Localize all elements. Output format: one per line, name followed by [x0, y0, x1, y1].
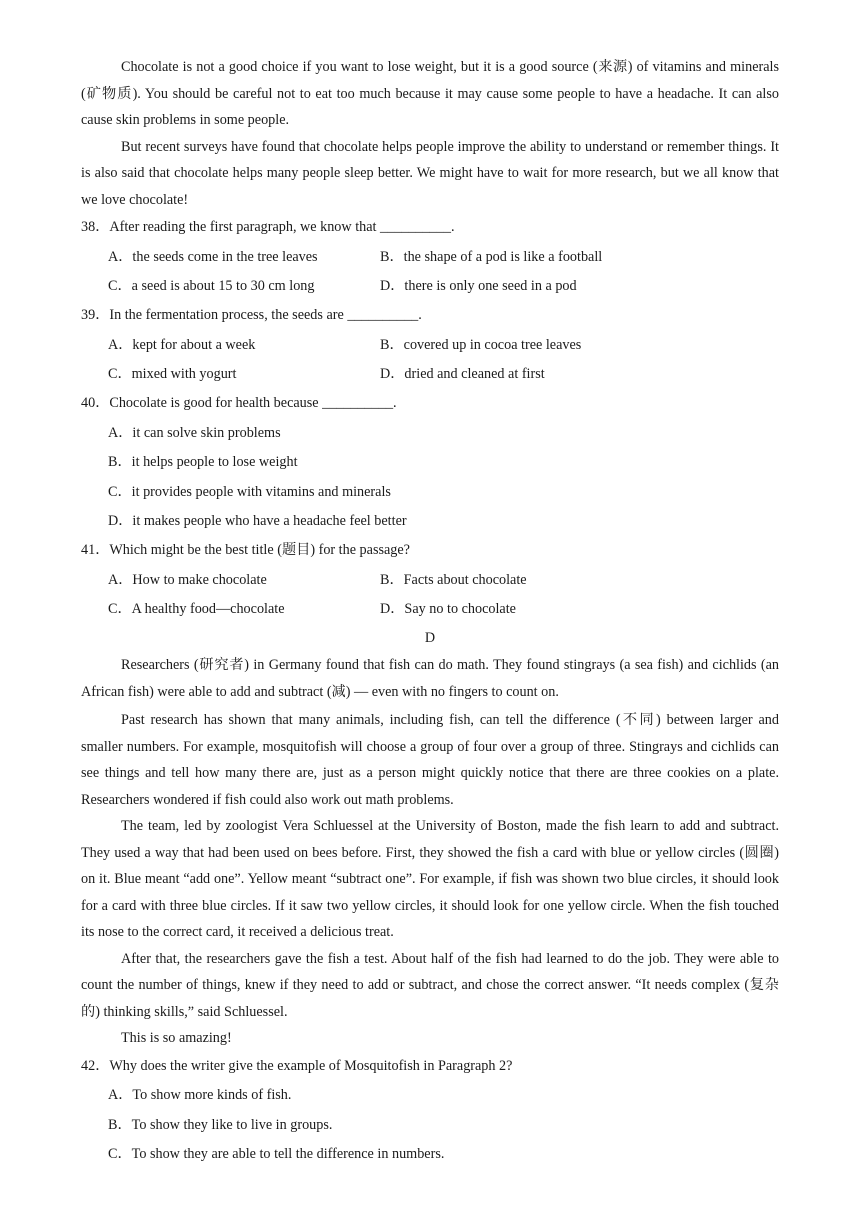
section-d-heading: D: [424, 630, 436, 646]
exam-page: [81, 54, 779, 1169]
question-41-options-row-2: [108, 595, 779, 625]
passage-d-paragraph-2: Past research has shown that many animals, including fish, can tell the difference (不同) between larger and smaller numbers. For example, mosquitofish will choose a group of four over a group of three. Stingrays and cichlids can see things and tell how many there are, just as a person might quickly notice that there are three cookies on a plate. Researchers wondered if fish could also work out math problems.: [81, 712, 779, 808]
question-39-options-row-1: [108, 330, 779, 360]
option-d[interactable]: D．it makes people who have a headache feel better: [108, 513, 407, 529]
option-d[interactable]: D．Say no to chocolate: [380, 601, 516, 617]
passage-d-paragraph-4: After that, the researchers gave the fish a test. About half of the fish had learned to do the job. They were able to count the number of things, knew if they need to add or subtract, and chose the correct answer. “It needs complex (复杂的) thinking skills,” said Schluessel.: [81, 950, 779, 1020]
passage-d-paragraph-5: This is so amazing!: [121, 1030, 232, 1046]
question-42-stem: 42．Why does the writer give the example of Mosquitofish in Paragraph 2?: [81, 1057, 513, 1074]
option-c[interactable]: C．A healthy food—chocolate: [108, 601, 285, 617]
question-40-stem: 40．Chocolate is good for health because __________.: [81, 395, 397, 412]
option-b[interactable]: B．Facts about chocolate: [380, 571, 527, 588]
option-b[interactable]: B．covered up in cocoa tree leaves: [380, 336, 582, 353]
passage-d-paragraph-3: The team, led by zoologist Vera Schluessel at the University of Boston, made the fish learn to add and subtract. They used a way that had been used on bees before. First, they showed the fish a card with blue or yellow circles (圆圈) on it. Blue meant “add one”. Yellow meant “subtract one”. For example, if fish was shown two blue circles, it should look for a card with three blue circles. If it saw two yellow circles, it should look for one yellow circle. When the fish touched its nose to the correct card, it received a delicious treat.: [81, 818, 779, 940]
option-d[interactable]: D．dried and cleaned at first: [380, 366, 545, 382]
question-39-stem: 39．In the fermentation process, the seeds are __________.: [81, 307, 422, 324]
option-a[interactable]: A．kept for about a week: [108, 336, 256, 353]
option-b[interactable]: B．the shape of a pod is like a football: [380, 248, 603, 265]
option-a[interactable]: A．How to make chocolate: [108, 571, 267, 588]
passage-d-paragraph-1: Researchers (研究者) in Germany found that fish can do math. They found stingrays (a sea fish) and cichlids (an African fish) were able to add and subtract (减) — even with no fingers to count on.: [81, 657, 779, 700]
option-c[interactable]: C．mixed with yogurt: [108, 366, 237, 382]
question-38-stem: 38．After reading the first paragraph, we know that __________.: [81, 219, 455, 236]
option-c[interactable]: C．it provides people with vitamins and minerals: [108, 483, 391, 500]
option-a[interactable]: A．it can solve skin problems: [108, 424, 281, 441]
question-39-options-row-2: [108, 360, 779, 390]
option-a[interactable]: A．the seeds come in the tree leaves: [108, 248, 318, 265]
option-c[interactable]: C．To show they are able to tell the difference in numbers.: [108, 1146, 445, 1162]
question-38-options-row-1: [108, 242, 779, 272]
option-c[interactable]: C．a seed is about 15 to 30 cm long: [108, 278, 315, 294]
question-41-options-row-1: [108, 565, 779, 595]
passage-c-paragraph-2: But recent surveys have found that chocolate helps people improve the ability to understand or remember things. It is also said that chocolate helps many people sleep better. We might have to wait for more research, but we all know that we love chocolate!: [81, 138, 779, 208]
question-38-options-row-2: [108, 272, 779, 302]
option-b[interactable]: B．it helps people to lose weight: [108, 454, 298, 470]
option-d[interactable]: D．there is only one seed in a pod: [380, 278, 577, 294]
passage-c-paragraph-1: Chocolate is not a good choice if you want to lose weight, but it is a good source (来源) of vitamins and minerals (矿物质). You should be careful not to eat too much because it may cause some people to have a headache. It can also cause skin problems in some people.: [81, 59, 779, 128]
option-b[interactable]: B．To show they like to live in groups.: [108, 1116, 333, 1133]
question-41-stem: 41．Which might be the best title (题目) for the passage?: [81, 542, 410, 559]
option-a[interactable]: A．To show more kinds of fish.: [108, 1087, 292, 1103]
